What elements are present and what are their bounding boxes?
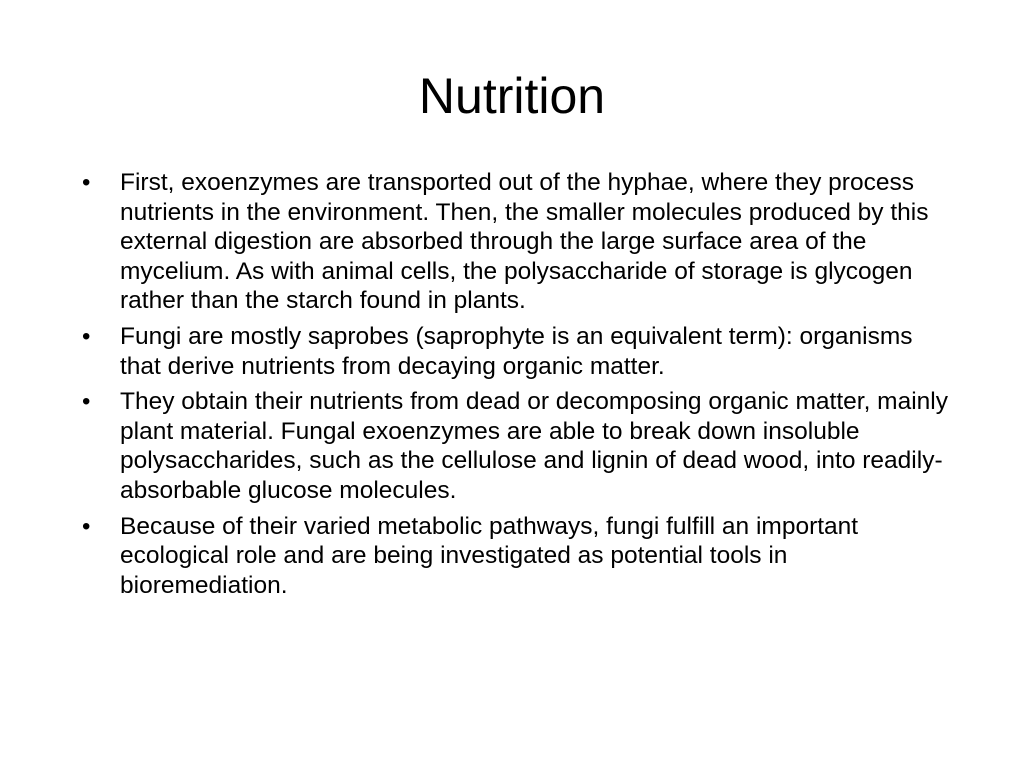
- bullet-list: [76, 168, 956, 606]
- bullet-item: [76, 322, 956, 381]
- bullet-item: [76, 387, 956, 505]
- bullet-text: First, exoenzymes are transported out of the hyphae, where they process nutrients in the environment. Then, the smaller molecules produced by this external digestion are absorbed through the large surface area of the mycelium. As with animal cells, the polysaccharide of storage is glycogen rather than the starch found in plants.: [120, 169, 929, 315]
- bullet-icon: •: [82, 322, 91, 350]
- bullet-item: [76, 512, 956, 601]
- bullet-item: [76, 168, 956, 316]
- bullet-text: Because of their varied metabolic pathways, fungi fulfill an important ecological role and are being investigated as potential tools in bioremediation.: [120, 512, 859, 599]
- bullet-text: They obtain their nutrients from dead or decomposing organic matter, mainly plant material. Fungal exoenzymes are able to break down insoluble polysaccharides, such as the cellulose and lignin of dead wood, into readily-absorbable glucose molecules.: [120, 388, 948, 504]
- bullet-text: Fungi are mostly saprobes (saprophyte is an equivalent term): organisms that derive nutrients from decaying organic matter.: [120, 322, 913, 380]
- bullet-icon: •: [82, 388, 91, 416]
- slide-title: Nutrition: [418, 68, 606, 124]
- bullet-icon: •: [82, 169, 91, 196]
- bullet-icon: •: [82, 512, 91, 540]
